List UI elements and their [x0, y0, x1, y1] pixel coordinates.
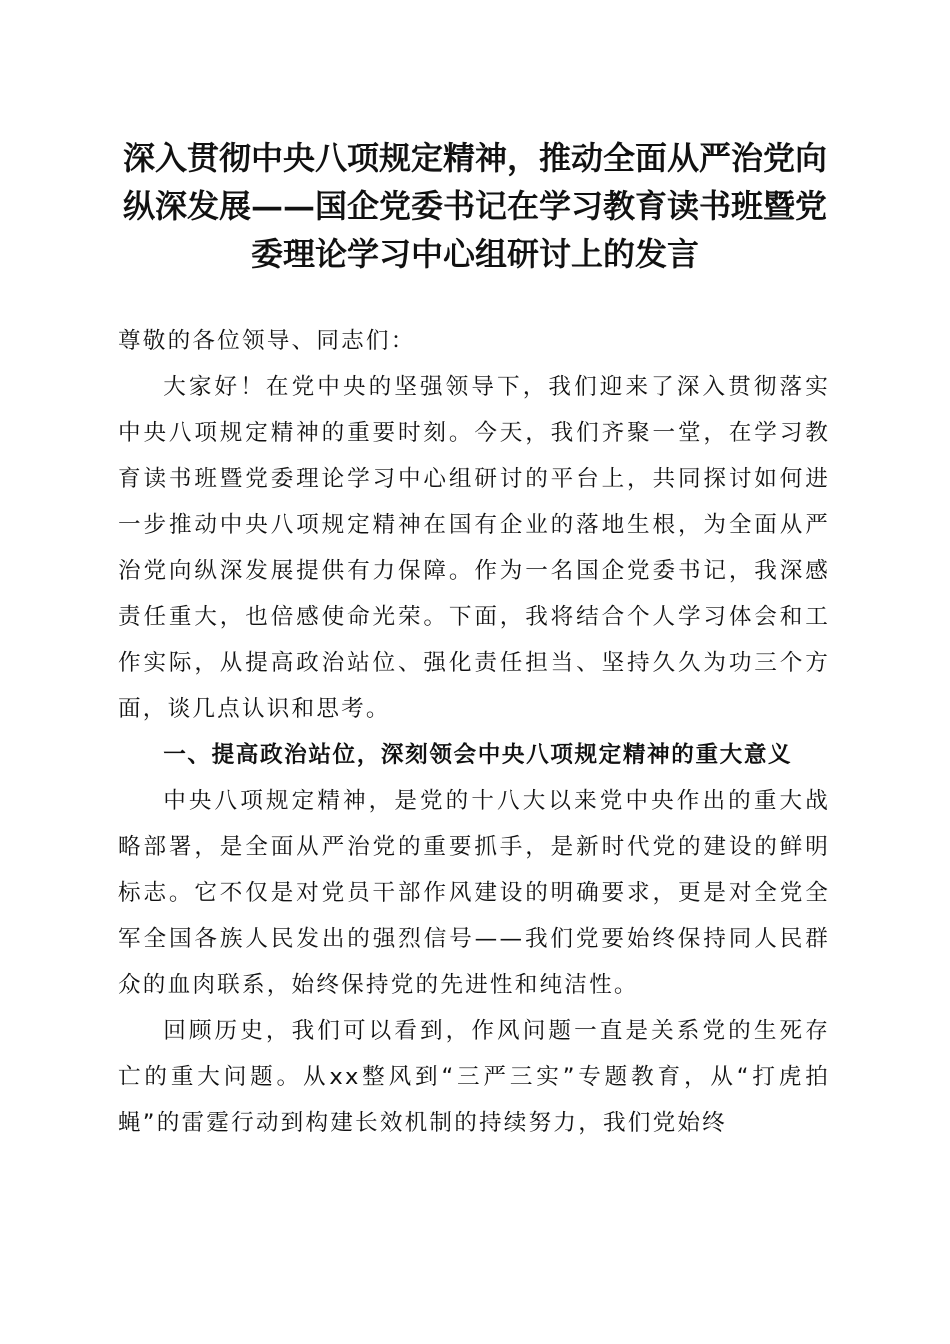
document-title: 深入贯彻中央八项规定精神，推动全面从严治党向纵深发展——国企党委书记在学习教育读书班暨党委理论学习中心组研讨上的发言 [122, 139, 827, 273]
section-1-paragraph-1: 中央八项规定精神，是党的十八大以来党中央作出的重大战略部署，是全面从严治党的重要抓手，是新时代党的建设的鲜明标志。它不仅是对党员干部作风建设的明确要求，更是对全党全军全国各族人民发出的强烈信号——我们党要始终保持同人民群众的血肉联系，始终保持党的先进性和纯洁性。 [118, 788, 830, 998]
document-body [118, 318, 830, 1146]
salutation: 尊敬的各位领导、同志们： [118, 328, 416, 354]
section-1-paragraph-2: 回顾历史，我们可以看到，作风问题一直是关系党的生死存亡的重大问题。从xx整风到“三严三实”专题教育，从“打虎拍蝇”的雷霆行动到构建长效机制的持续努力，我们党始终 [118, 1018, 830, 1136]
section-heading-1: 一、提高政治站位，深刻领会中央八项规定精神的重大意义 [163, 742, 793, 768]
intro-paragraph: 大家好！在党中央的坚强领导下，我们迎来了深入贯彻落实中央八项规定精神的重要时刻。今天，我们齐聚一堂，在学习教育读书班暨党委理论学习中心组研讨的平台上，共同探讨如何进一步推动中央八项规定精神在国有企业的落地生根，为全面从严治党向纵深发展提供有力保障。作为一名国企党委书记，我深感责任重大，也倍感使命光荣。下面，我将结合个人学习体会和工作实际，从提高政治站位、强化责任担当、坚持久久为功三个方面，谈几点认识和思考。 [118, 374, 830, 722]
